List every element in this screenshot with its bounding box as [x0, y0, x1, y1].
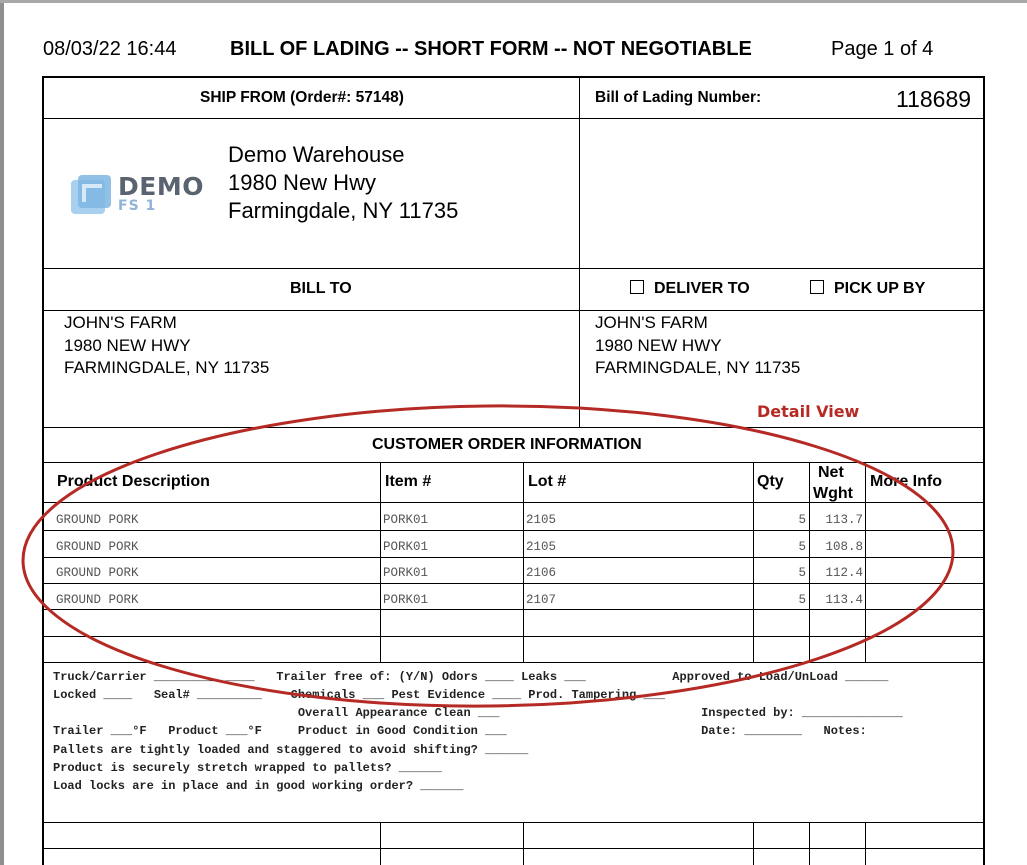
row-description: GROUND PORK [56, 513, 139, 527]
deliver-street: 1980 NEW HWY [595, 336, 722, 355]
row-qty: 5 [798, 593, 806, 607]
row-weight: 108.8 [825, 540, 863, 554]
inspection-line-pallets: Pallets are tightly loaded and staggered to avoid shifting? ______ [53, 743, 529, 757]
page-indicator: Page 1 of 4 [831, 38, 934, 60]
bill-to-street: 1980 NEW HWY [64, 336, 191, 355]
ship-from-name: Demo Warehouse [228, 142, 405, 167]
demo-logo-icon [68, 172, 114, 218]
document-title: BILL OF LADING -- SHORT FORM -- NOT NEGOTIABLE [230, 38, 752, 60]
pick-up-by-checkbox[interactable] [810, 280, 824, 294]
col-more-info: More Info [870, 473, 942, 490]
deliver-city: FARMINGDALE, NY 11735 [595, 358, 801, 377]
logo-text: DEMO [118, 172, 204, 201]
col-qty: Qty [757, 473, 784, 490]
ship-from-label: SHIP FROM (Order#: 57148) [200, 89, 404, 106]
bill-to-city: FARMINGDALE, NY 11735 [64, 358, 270, 377]
detail-view-annotation: Detail View [757, 402, 860, 421]
inspection-line-appearance: Overall Appearance Clean ___ Inspected by: ______________ [53, 706, 903, 720]
ship-from-street: 1980 New Hwy [228, 170, 376, 195]
col-item-number: Item # [385, 473, 432, 490]
logo-subtext: FS 1 [118, 198, 157, 214]
col-product-description: Product Description [57, 473, 210, 490]
deliver-name: JOHN'S FARM [595, 313, 708, 332]
row-qty: 5 [798, 540, 806, 554]
row-weight: 113.7 [825, 513, 863, 527]
row-lot: 2105 [526, 513, 557, 527]
row-item: PORK01 [383, 540, 429, 554]
row-qty: 5 [798, 566, 806, 580]
row-item: PORK01 [383, 593, 429, 607]
inspection-line-locked: Locked ____ Seal# _________ Chemicals ___ Pest Evidence ____ Prod. Tampering ___ [53, 688, 666, 702]
row-lot: 2106 [526, 566, 557, 580]
row-description: GROUND PORK [56, 540, 139, 554]
bill-to-label: BILL TO [290, 280, 352, 297]
row-weight: 112.4 [825, 566, 863, 580]
inspection-line-wrapped: Product is securely stretch wrapped to pallets? ______ [53, 761, 442, 775]
inspection-line-load-locks: Load locks are in place and in good working order? ______ [53, 779, 464, 793]
col-net-weight-1: Net [818, 464, 844, 481]
pick-up-by-option[interactable] [810, 280, 925, 298]
col-net-weight-2: Wght [813, 485, 853, 502]
deliver-to-checkbox[interactable] [630, 280, 644, 294]
ship-from-city: Farmingdale, NY 11735 [228, 198, 459, 223]
row-lot: 2107 [526, 593, 557, 607]
row-item: PORK01 [383, 513, 429, 527]
bol-number: 118689 [896, 86, 972, 112]
deliver-to-option[interactable] [630, 280, 750, 298]
bol-number-label: Bill of Lading Number: [595, 89, 762, 106]
row-weight: 113.4 [825, 593, 863, 607]
order-section-title: CUSTOMER ORDER INFORMATION [372, 436, 642, 453]
col-lot-number: Lot # [528, 473, 567, 490]
row-qty: 5 [798, 513, 806, 527]
row-item: PORK01 [383, 566, 429, 580]
row-description: GROUND PORK [56, 593, 139, 607]
row-description: GROUND PORK [56, 566, 139, 580]
deliver-to-label: DELIVER TO [654, 280, 750, 297]
window-frame-left [0, 0, 4, 865]
window-frame-top [0, 0, 1027, 3]
print-datetime: 08/03/22 16:44 [43, 38, 177, 60]
bill-to-name: JOHN'S FARM [64, 313, 177, 332]
row-lot: 2105 [526, 540, 557, 554]
inspection-line-temperature: Trailer ___°F Product ___°F Product in Good Condition ___ Date: ________ Notes: [53, 724, 867, 738]
inspection-line-carrier: Truck/Carrier ______________ Trailer free of: (Y/N) Odors ____ Leaks ___ Approved to Load/UnLoad ______ [53, 670, 889, 684]
pick-up-by-label: PICK UP BY [834, 280, 926, 297]
